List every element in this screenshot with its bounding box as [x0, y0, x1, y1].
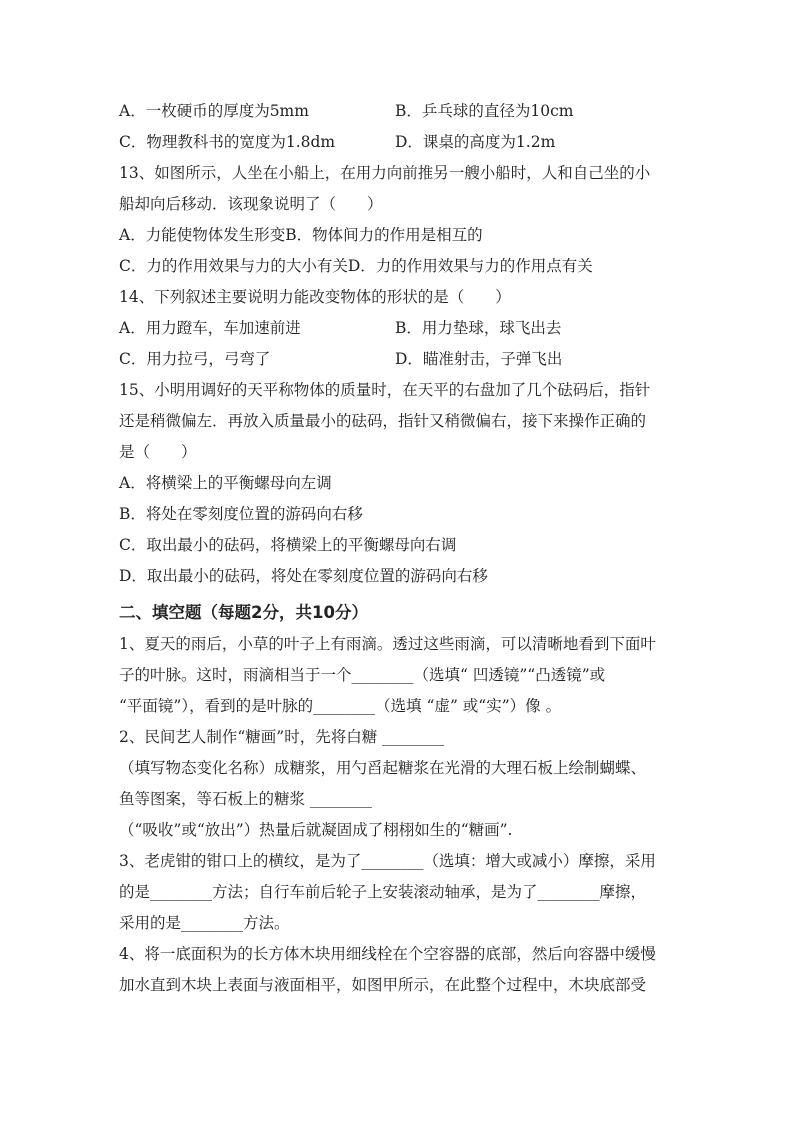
- fill1-line-3: “平面镜”），看到的是叶脉的________（选填 “虚” 或“实”）像 。: [119, 697, 562, 715]
- q14-options-row-2: [119, 344, 679, 375]
- q12-options-row-1: [119, 96, 679, 127]
- section-2-title: 二、填空题（每题2分，共10分）: [119, 603, 368, 622]
- q15-option-c: C．取出最小的砝码，将横梁上的平衡螺母向右调: [119, 536, 457, 554]
- fill3-line-1: 3、老虎钳的钳口上的横纹，是为了________（选填：增大或减小）摩擦，采用: [119, 852, 656, 870]
- q15-stem-line-2: 还是稍微偏左．再放入质量最小的砝码，指针又稍微偏右，接下来操作正确的: [119, 412, 647, 430]
- fill4-line-2: 加水直到木块上表面与液面相平，如图甲所示，在此整个过程中，木块底部受: [119, 976, 647, 994]
- fill1-line-1: 1、夏天的雨后，小草的叶子上有雨滴。透过这些雨滴，可以清晰地看到下面叶: [119, 635, 656, 653]
- q15-option-b: B．将处在零刻度位置的游码向右移: [119, 505, 363, 523]
- document-page: [119, 96, 679, 1001]
- fill2-line-4: （“吸收”或“放出”）热量后就凝固成了栩栩如生的“糖画”.: [119, 821, 513, 839]
- fill3-line-2: 的是________方法；自行车前后轮子上安装滚动轴承，是为了________摩擦，: [119, 883, 647, 901]
- q15-option-d: D．取出最小的砝码，将处在零刻度位置的游码向右移: [119, 567, 488, 585]
- q12-option-b: B．乒乓球的直径为10cm: [395, 102, 574, 120]
- q12-option-a: A．一枚硬币的厚度为5mm: [119, 102, 309, 120]
- q12-options-row-2: [119, 127, 679, 158]
- fill3-line-3: 采用的是________方法。: [119, 914, 290, 932]
- q14-option-b: B．用力垫球，球飞出去: [395, 319, 562, 337]
- q15-option-a: A．将横梁上的平衡螺母向左调: [119, 474, 332, 492]
- fill2-line-1: 2、民间艺人制作“糖画”时，先将白糖 ________: [119, 728, 445, 746]
- fill2-line-2: （填写物态变化名称）成糖浆，用勺舀起糖浆在光滑的大理石板上绘制蝴蝶、: [119, 759, 647, 777]
- q12-option-c: C．物理教科书的宽度为1.8dm: [119, 133, 336, 151]
- q13-stem-line-2: 船却向后移动．该现象说明了（ ）: [119, 195, 383, 213]
- q12-option-d: D．课桌的高度为1.2m: [395, 133, 556, 151]
- fill2-line-3: 鱼等图案，等石板上的糖浆 ________: [119, 790, 372, 808]
- fill1-line-2: 子的叶脉。这时，雨滴相当于一个________（选填“ 凹透镜”“凸透镜”或: [119, 666, 606, 684]
- fill4-line-1: 4、将一底面积为的长方体木块用细线栓在个空容器的底部，然后向容器中缓慢: [119, 945, 656, 963]
- q13-options-cd: C．力的作用效果与力的大小有关D．力的作用效果与力的作用点有关: [119, 257, 593, 275]
- q14-option-a: A．用力蹬车，车加速前进: [119, 319, 301, 337]
- q13-options-ab: A．力能使物体发生形变B．物体间力的作用是相互的: [119, 226, 483, 244]
- q15-stem-line-1: 15、小明用调好的天平称物体的质量时，在天平的右盘加了几个砝码后，指针: [119, 381, 651, 399]
- q14-option-d: D．瞄准射击，子弹飞出: [395, 350, 563, 368]
- q14-options-row-1: [119, 313, 679, 344]
- q13-stem-line-1: 13、如图所示，人坐在小船上，在用力向前推另一艘小船时，人和自己坐的小: [119, 164, 651, 182]
- q15-stem-line-3: 是（ ）: [119, 443, 197, 461]
- q14-stem: 14、下列叙述主要说明力能改变物体的形状的是（ ）: [119, 288, 511, 306]
- q14-option-c: C．用力拉弓，弓弯了: [119, 350, 271, 368]
